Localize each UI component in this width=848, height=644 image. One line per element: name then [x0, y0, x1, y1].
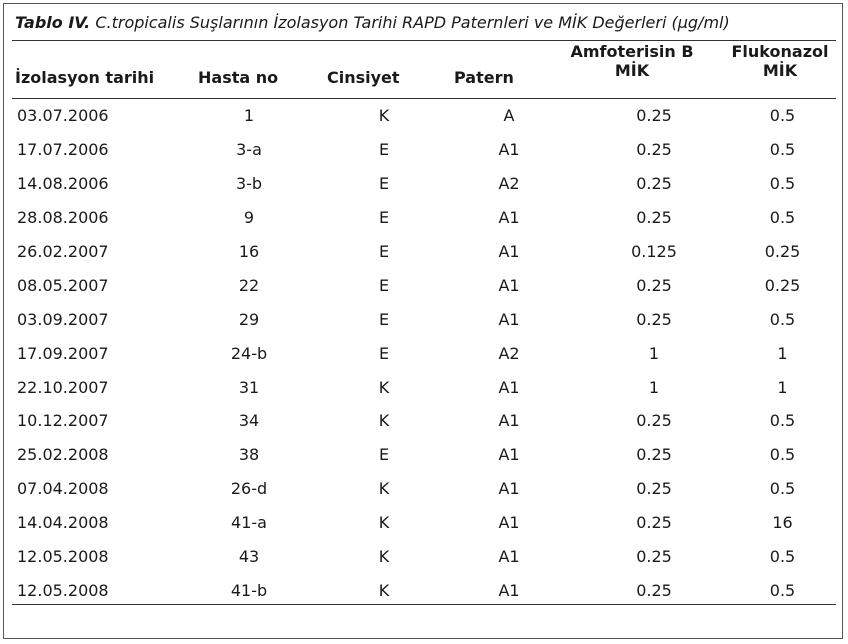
cell-patient: 26-d — [230, 479, 268, 499]
top-rule — [12, 40, 836, 41]
table-title — [15, 13, 730, 32]
cell-flukonazol-mik: 0.25 — [764, 275, 801, 295]
cell-sex: E — [378, 445, 390, 465]
cell-patient: 34 — [238, 411, 260, 431]
cell-amfoterisin-mik: 0.125 — [631, 242, 677, 261]
cell-patient: 3-a — [236, 140, 262, 160]
cell-patient: 29 — [238, 309, 260, 329]
cell-date: 14.08.2006 — [17, 174, 109, 194]
table-frame — [3, 3, 843, 639]
cell-patient: 1 — [243, 106, 255, 126]
cell-pattern: A2 — [498, 174, 520, 194]
cell-date: 17.07.2006 — [17, 140, 109, 160]
cell-sex: E — [378, 208, 390, 228]
cell-amfoterisin-mik: 0.25 — [636, 411, 672, 431]
cell-amfoterisin-mik: 0.25 — [636, 140, 672, 160]
cell-pattern: A1 — [498, 275, 520, 295]
cell-pattern: A1 — [498, 309, 520, 329]
cell-date: 03.07.2006 — [17, 106, 109, 126]
cell-patient: 41-b — [230, 580, 268, 600]
table-row — [12, 404, 836, 438]
cell-pattern: A1 — [498, 445, 520, 465]
table-row — [12, 167, 836, 201]
cell-sex: K — [378, 580, 390, 600]
cell-sex: E — [378, 275, 390, 295]
header-amfoterisin: Amfoterisin B MİK — [570, 42, 694, 80]
table-body — [12, 99, 836, 607]
cell-amfoterisin-mik: 0.25 — [636, 174, 672, 194]
data-table — [12, 99, 836, 607]
cell-date: 07.04.2008 — [17, 479, 109, 499]
table-row — [12, 235, 836, 269]
cell-date: 25.02.2008 — [17, 445, 109, 465]
cell-flukonazol-mik: 0.5 — [769, 309, 796, 329]
cell-sex: K — [378, 106, 390, 126]
cell-flukonazol-mik: 0.5 — [769, 140, 796, 160]
table-row — [12, 336, 836, 370]
table-row — [12, 540, 836, 574]
table-row — [12, 99, 836, 133]
cell-amfoterisin-mik: 1 — [648, 343, 660, 363]
cell-date: 12.05.2008 — [17, 547, 109, 567]
cell-sex: E — [378, 242, 390, 261]
table-row — [12, 573, 836, 607]
header-pattern: Patern — [454, 68, 514, 87]
cell-flukonazol-mik: 0.5 — [769, 547, 796, 567]
cell-amfoterisin-mik: 0.25 — [636, 309, 672, 329]
cell-patient: 3-b — [235, 174, 263, 194]
cell-amfoterisin-mik: 0.25 — [636, 275, 672, 295]
cell-date: 14.04.2008 — [17, 513, 109, 533]
header-patient: Hasta no — [198, 68, 279, 87]
cell-pattern: A1 — [498, 242, 520, 261]
cell-pattern: A1 — [498, 208, 520, 228]
cell-flukonazol-mik: 1 — [777, 377, 788, 397]
cell-amfoterisin-mik: 0.25 — [636, 580, 672, 600]
cell-amfoterisin-mik: 0.25 — [636, 547, 672, 567]
cell-sex: E — [378, 174, 390, 194]
table-caption: C.tropicalis Suşlarının İzolasyon Tarihi RAPD Paternleri ve MİK Değerleri (μg/ml) — [95, 13, 730, 32]
table-number: Tablo IV. — [15, 13, 91, 32]
table-row — [12, 302, 836, 336]
cell-amfoterisin-mik: 0.25 — [636, 513, 672, 533]
cell-sex: K — [378, 411, 390, 431]
cell-amfoterisin-mik: 0.25 — [636, 106, 672, 126]
cell-sex: K — [378, 513, 390, 533]
cell-sex: E — [378, 309, 390, 329]
header-flukonazol: Flukonazol MİK — [731, 42, 829, 80]
table-row — [12, 268, 836, 302]
cell-amfoterisin-mik: 1 — [648, 377, 660, 397]
cell-patient: 16 — [238, 242, 260, 261]
cell-patient: 24-b — [230, 343, 268, 363]
cell-sex: K — [378, 547, 390, 567]
header-date: İzolasyon tarihi — [15, 68, 155, 87]
cell-flukonazol-mik: 0.5 — [769, 445, 796, 465]
cell-date: 03.09.2007 — [17, 309, 109, 329]
cell-pattern: A — [503, 106, 515, 126]
cell-date: 28.08.2006 — [17, 208, 109, 228]
cell-sex: E — [378, 140, 390, 160]
cell-pattern: A1 — [498, 547, 520, 567]
cell-date: 22.10.2007 — [17, 377, 109, 397]
cell-pattern: A1 — [498, 377, 520, 397]
cell-flukonazol-mik: 0.5 — [769, 580, 796, 600]
cell-flukonazol-mik: 0.5 — [769, 479, 796, 499]
cell-date: 10.12.2007 — [17, 411, 109, 431]
cell-pattern: A1 — [498, 580, 520, 600]
cell-pattern: A1 — [498, 513, 520, 533]
cell-date: 12.05.2008 — [17, 580, 109, 600]
cell-sex: E — [378, 343, 390, 363]
cell-date: 08.05.2007 — [17, 275, 109, 295]
cell-date: 17.09.2007 — [17, 343, 109, 363]
cell-sex: K — [378, 479, 390, 499]
cell-patient: 38 — [238, 445, 260, 465]
cell-flukonazol-mik: 16 — [772, 513, 793, 533]
cell-date: 26.02.2007 — [17, 242, 109, 261]
table-row — [12, 201, 836, 235]
cell-patient: 9 — [243, 208, 255, 228]
table-row — [12, 133, 836, 167]
table-row — [12, 438, 836, 472]
cell-amfoterisin-mik: 0.25 — [636, 445, 672, 465]
cell-flukonazol-mik: 0.25 — [764, 242, 801, 261]
table-row — [12, 370, 836, 404]
cell-patient: 31 — [238, 377, 260, 397]
bottom-rule — [12, 604, 836, 605]
cell-pattern: A2 — [498, 343, 520, 363]
header-sex: Cinsiyet — [327, 68, 400, 87]
cell-flukonazol-mik: 1 — [777, 343, 788, 363]
table-row — [12, 506, 836, 540]
cell-flukonazol-mik: 0.5 — [769, 411, 796, 431]
cell-pattern: A1 — [498, 140, 520, 160]
cell-patient: 43 — [238, 547, 260, 567]
cell-patient: 41-a — [231, 513, 267, 533]
table-row — [12, 472, 836, 506]
cell-amfoterisin-mik: 0.25 — [636, 208, 672, 228]
cell-flukonazol-mik: 0.5 — [769, 174, 796, 194]
cell-flukonazol-mik: 0.5 — [769, 208, 796, 228]
cell-sex: K — [378, 377, 390, 397]
cell-pattern: A1 — [498, 479, 520, 499]
cell-patient: 22 — [238, 275, 260, 295]
cell-amfoterisin-mik: 0.25 — [636, 479, 672, 499]
cell-flukonazol-mik: 0.5 — [769, 106, 796, 126]
cell-pattern: A1 — [498, 411, 520, 431]
